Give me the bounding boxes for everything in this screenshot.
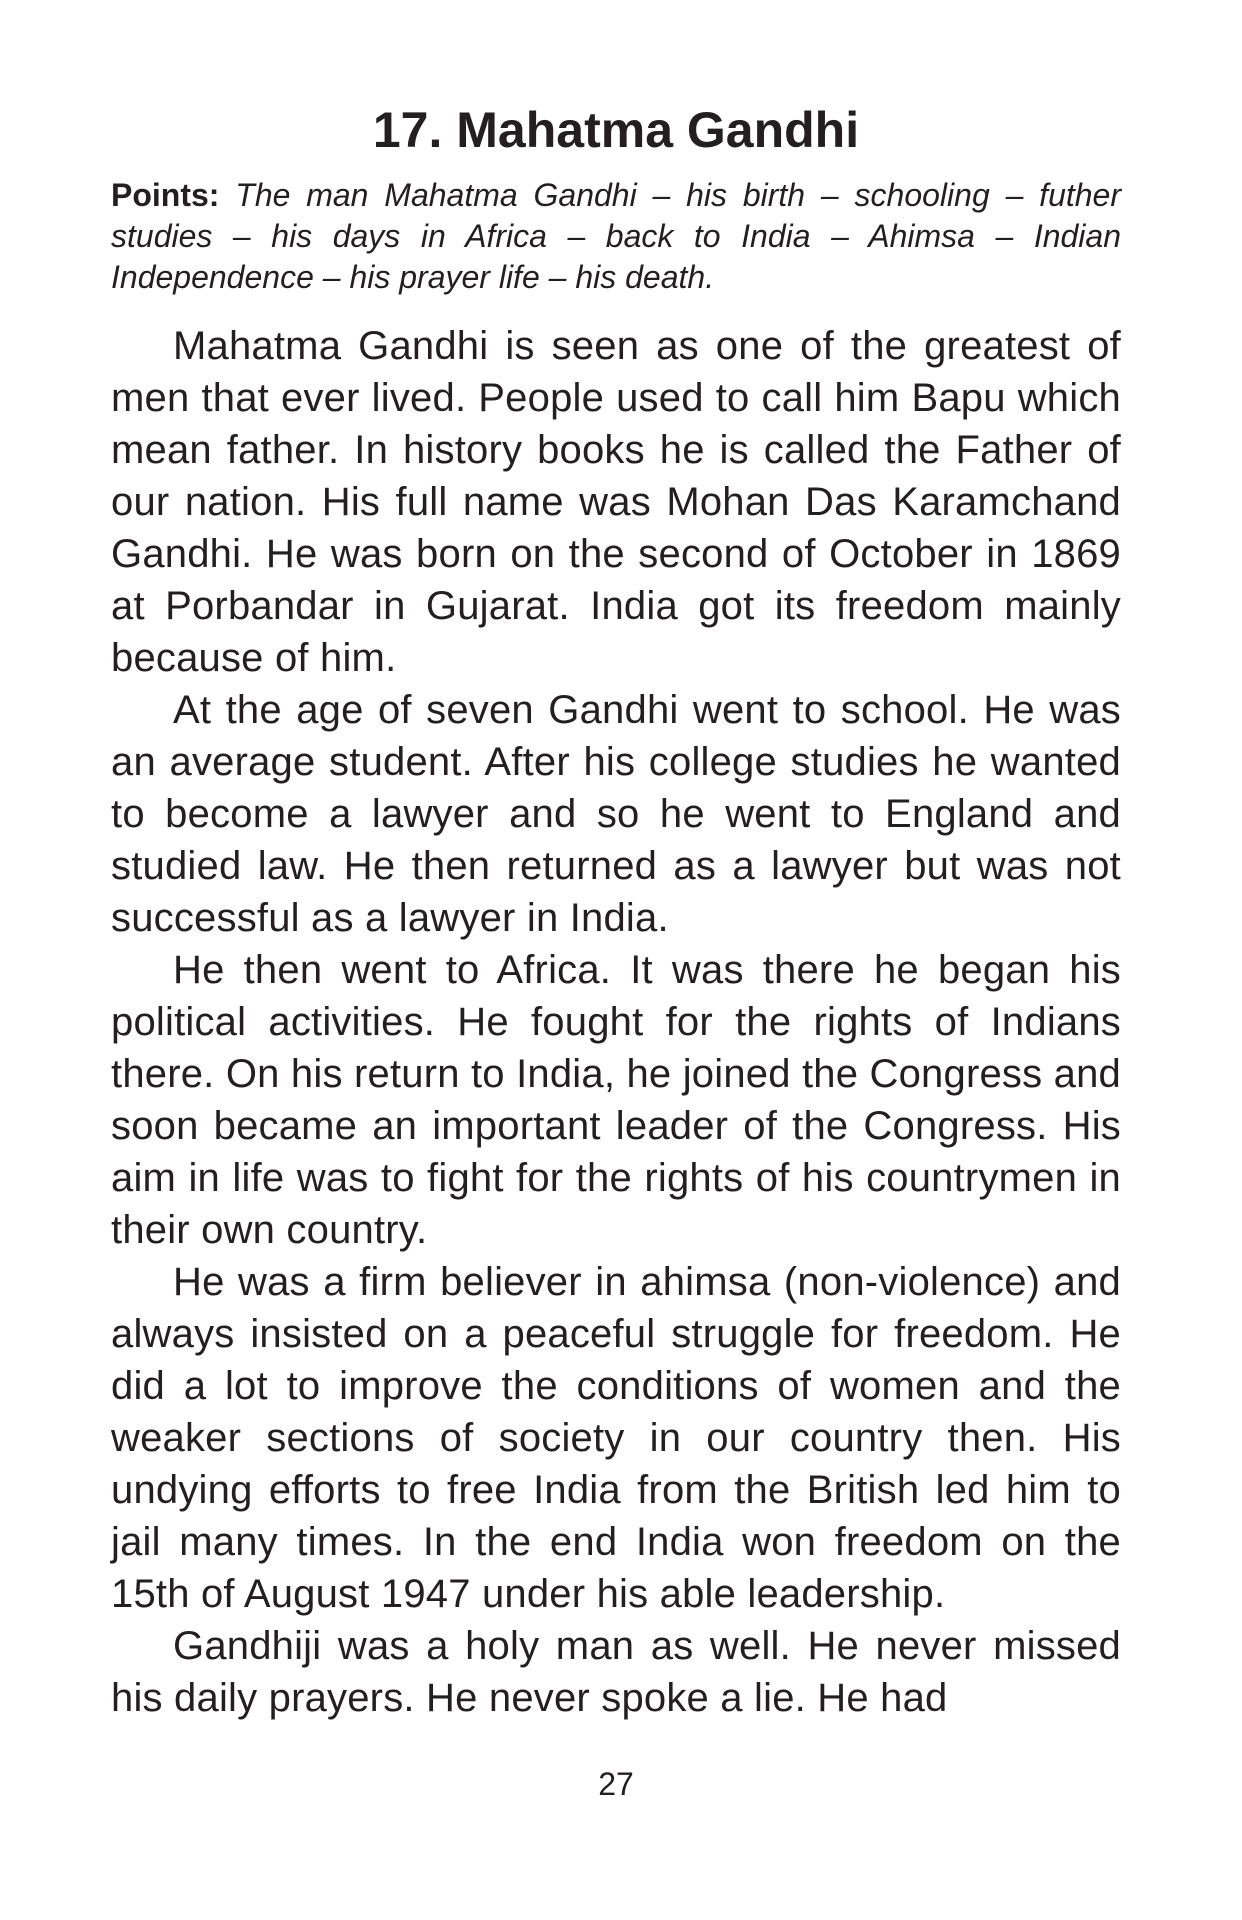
points-outline bbox=[111, 175, 1121, 298]
paragraph-africa: He then went to Africa. It was there he began his political activities. He fought for the rights of Indians there. On his return to India, he joined the Congress and soon became an important leader of the Congress. His aim in life was to fight for the rights of his countrymen in their own country. bbox=[111, 948, 1121, 1252]
page-number: 27 bbox=[598, 1766, 634, 1802]
paragraph-prayer-life: Gandhiji was a holy man as well. He never missed his daily prayers. He never spoke a lie. He had bbox=[111, 1624, 1121, 1720]
paragraph-schooling: At the age of seven Gandhi went to school. He was an average student. After his college studies he wanted to become a lawyer and so he went to England and studied law. He then returned as a lawyer but was not successful as a lawyer in India. bbox=[111, 688, 1121, 940]
paragraph-ahimsa: He was a firm believer in ahimsa (non-violence) and always insisted on a peaceful struggle for freedom. He did a lot to improve the conditions of women and the weaker sections of society in our country then. His undying efforts to free India from the British led him to jail many times. In the end India won freedom on the 15th of August 1947 under his able leadership. bbox=[111, 1260, 1121, 1616]
paragraph-introduction: Mahatma Gandhi is seen as one of the greatest of men that ever lived. People used to call him Bapu which mean father. In history books he is called the Father of our nation. His full name was Mohan Das Karamchand Gandhi. He was born on the second of October in 1869 at Porbandar in Gujarat. India got its freedom mainly because of him. bbox=[111, 324, 1121, 680]
essay-body bbox=[111, 320, 1121, 1724]
chapter-title: 17. Mahatma Gandhi bbox=[372, 102, 860, 158]
points-text: The man Mahatma Gandhi – his birth – schooling – futher studies – his days in Africa – back to India – Ahimsa – Indian Independence – his prayer life – his death. bbox=[111, 177, 1122, 295]
book-page bbox=[111, 0, 1121, 1920]
points-label: Points: bbox=[111, 177, 220, 213]
